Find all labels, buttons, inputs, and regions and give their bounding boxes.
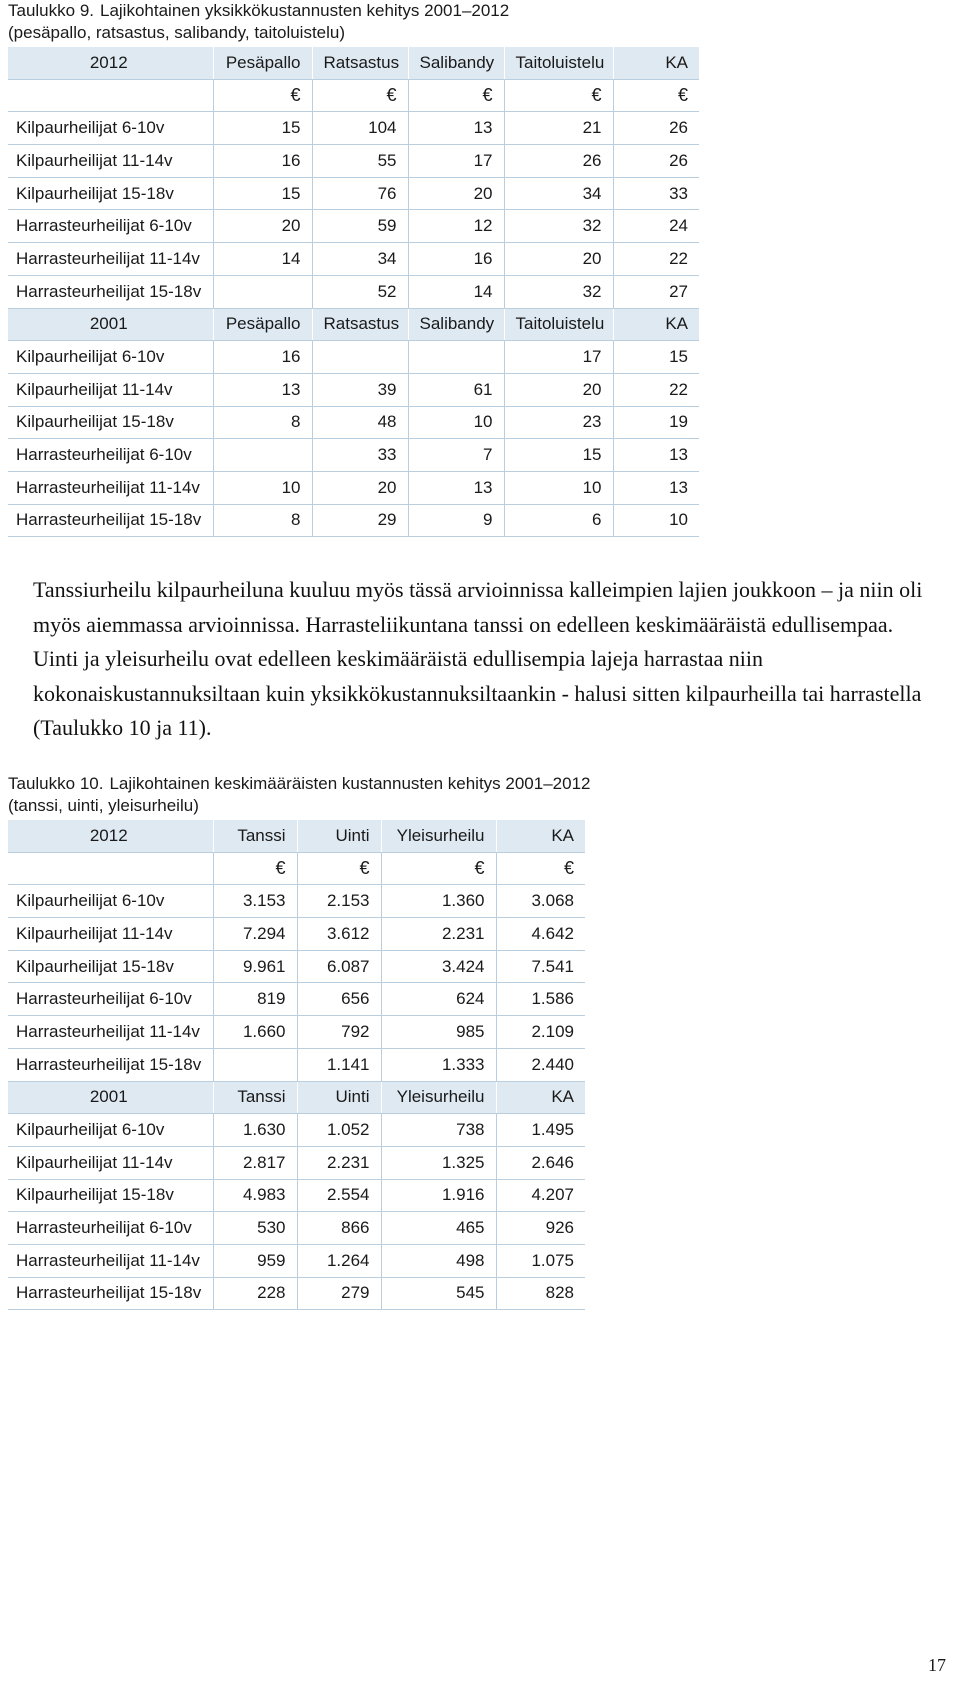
row-label: Harrasteurheilijat 15-18v: [8, 504, 213, 537]
table-cell: 22: [613, 373, 699, 406]
column-header: KA: [496, 1081, 585, 1114]
row-label: Harrasteurheilijat 11-14v: [8, 1244, 213, 1277]
table-cell: 29: [312, 504, 408, 537]
header-row-2012: [8, 47, 699, 79]
row-label: Kilpaurheilijat 15-18v: [8, 406, 213, 439]
table-cell: 2.440: [496, 1048, 585, 1081]
table-cell: 1.325: [381, 1146, 496, 1179]
table-row: [8, 1244, 585, 1277]
table-cell: 926: [496, 1212, 585, 1245]
table-cell: 17: [408, 145, 504, 178]
table-cell: 3.424: [381, 950, 496, 983]
column-header: KA: [613, 308, 699, 341]
column-header: Taitoluistelu: [504, 47, 613, 79]
table10: [8, 820, 585, 1310]
table-cell: 32: [504, 210, 613, 243]
table-cell: 16: [213, 145, 312, 178]
table-cell: 9: [408, 504, 504, 537]
table-row: [8, 918, 585, 951]
table-cell: 34: [312, 243, 408, 276]
currency-cell: €: [381, 852, 496, 885]
column-header-year: 2001: [8, 308, 213, 341]
column-header: KA: [613, 47, 699, 79]
table-cell: 15: [213, 112, 312, 145]
currency-row: [8, 79, 699, 112]
table-cell: 52: [312, 275, 408, 308]
row-label: Harrasteurheilijat 6-10v: [8, 439, 213, 472]
table-row: [8, 504, 699, 537]
table-row: [8, 1212, 585, 1245]
row-label: Harrasteurheilijat 11-14v: [8, 1016, 213, 1049]
table-row: [8, 1146, 585, 1179]
table-cell: 24: [613, 210, 699, 243]
row-label: Harrasteurheilijat 11-14v: [8, 243, 213, 276]
currency-cell: €: [504, 79, 613, 112]
row-label: [8, 852, 213, 885]
table-cell: 13: [408, 471, 504, 504]
header-row-2012: [8, 820, 585, 852]
table-cell: 828: [496, 1277, 585, 1310]
table-cell: [213, 275, 312, 308]
table-cell: 13: [213, 373, 312, 406]
table9-caption: [8, 0, 509, 44]
row-label: Kilpaurheilijat 6-10v: [8, 885, 213, 918]
table-cell: 21: [504, 112, 613, 145]
currency-cell: €: [613, 79, 699, 112]
table-cell: 1.630: [213, 1114, 297, 1147]
table-cell: 61: [408, 373, 504, 406]
table-cell: 228: [213, 1277, 297, 1310]
table-row: [8, 373, 699, 406]
table-cell: 7.541: [496, 950, 585, 983]
table-cell: 738: [381, 1114, 496, 1147]
table-cell: 819: [213, 983, 297, 1016]
table-cell: 2.231: [381, 918, 496, 951]
table-cell: 10: [613, 504, 699, 537]
column-header: Pesäpallo: [213, 308, 312, 341]
column-header: KA: [496, 820, 585, 852]
table-cell: 2.153: [297, 885, 381, 918]
column-header: Uinti: [297, 820, 381, 852]
currency-row: [8, 852, 585, 885]
table-cell: [312, 341, 408, 374]
table10-caption-subtitle: (tanssi, uinti, yleisurheilu): [8, 796, 199, 815]
table-cell: 4.207: [496, 1179, 585, 1212]
column-header: Salibandy: [408, 47, 504, 79]
table-cell: 9.961: [213, 950, 297, 983]
table-cell: 10: [408, 406, 504, 439]
table-cell: 792: [297, 1016, 381, 1049]
table-cell: 6: [504, 504, 613, 537]
table-cell: 55: [312, 145, 408, 178]
table-cell: 39: [312, 373, 408, 406]
table-cell: 959: [213, 1244, 297, 1277]
table-cell: 1.075: [496, 1244, 585, 1277]
table-cell: 4.642: [496, 918, 585, 951]
table-cell: [408, 341, 504, 374]
table-cell: 1.660: [213, 1016, 297, 1049]
currency-cell: €: [213, 852, 297, 885]
table-cell: 3.153: [213, 885, 297, 918]
table-row: [8, 439, 699, 472]
table-cell: 4.983: [213, 1179, 297, 1212]
column-header: Tanssi: [213, 820, 297, 852]
table-cell: 14: [213, 243, 312, 276]
table-cell: 13: [613, 439, 699, 472]
currency-cell: €: [312, 79, 408, 112]
table-cell: 76: [312, 177, 408, 210]
table-cell: 32: [504, 275, 613, 308]
row-label: Harrasteurheilijat 15-18v: [8, 1277, 213, 1310]
table-cell: 16: [408, 243, 504, 276]
table-row: [8, 275, 699, 308]
header-row-2001: [8, 1081, 585, 1114]
table-cell: 7: [408, 439, 504, 472]
table-cell: 59: [312, 210, 408, 243]
column-header: Ratsastus: [312, 47, 408, 79]
row-label: Kilpaurheilijat 11-14v: [8, 373, 213, 406]
table-cell: 33: [613, 177, 699, 210]
table-row: [8, 112, 699, 145]
row-label: Kilpaurheilijat 15-18v: [8, 950, 213, 983]
table-cell: 3.612: [297, 918, 381, 951]
table-row: [8, 1179, 585, 1212]
table-cell: 1.264: [297, 1244, 381, 1277]
table-cell: 26: [504, 145, 613, 178]
row-label: Harrasteurheilijat 6-10v: [8, 1212, 213, 1245]
row-label: Kilpaurheilijat 11-14v: [8, 918, 213, 951]
table-cell: 48: [312, 406, 408, 439]
table-cell: 12: [408, 210, 504, 243]
table-cell: 23: [504, 406, 613, 439]
table-cell: 34: [504, 177, 613, 210]
table-row: [8, 406, 699, 439]
table-cell: 866: [297, 1212, 381, 1245]
row-label: Harrasteurheilijat 15-18v: [8, 1048, 213, 1081]
table9-caption-title: Lajikohtainen yksikkökustannusten kehitys 2001–2012: [100, 1, 510, 20]
table-cell: 1.360: [381, 885, 496, 918]
table-cell: 1.586: [496, 983, 585, 1016]
table-cell: 10: [504, 471, 613, 504]
table-cell: 20: [312, 471, 408, 504]
table-row: [8, 1048, 585, 1081]
table-cell: 26: [613, 112, 699, 145]
table-cell: 19: [613, 406, 699, 439]
currency-cell: €: [496, 852, 585, 885]
table-cell: 1.052: [297, 1114, 381, 1147]
column-header: Yleisurheilu: [381, 1081, 496, 1114]
table-cell: 985: [381, 1016, 496, 1049]
page-number: 17: [928, 1655, 946, 1675]
currency-cell: €: [213, 79, 312, 112]
column-header-year: 2001: [8, 1081, 213, 1114]
table-cell: [213, 1048, 297, 1081]
table-cell: 104: [312, 112, 408, 145]
column-header: Taitoluistelu: [504, 308, 613, 341]
table-cell: 33: [312, 439, 408, 472]
table-cell: 16: [213, 341, 312, 374]
header-row-2001: [8, 308, 699, 341]
table-cell: 13: [613, 471, 699, 504]
table-cell: 2.554: [297, 1179, 381, 1212]
table9-caption-number: Taulukko 9.: [8, 1, 94, 20]
table-cell: 656: [297, 983, 381, 1016]
row-label: Kilpaurheilijat 11-14v: [8, 1146, 213, 1179]
column-header: Tanssi: [213, 1081, 297, 1114]
column-header-year: 2012: [8, 820, 213, 852]
table-row: [8, 243, 699, 276]
table-cell: 1.141: [297, 1048, 381, 1081]
row-label: Kilpaurheilijat 15-18v: [8, 1179, 213, 1212]
table-cell: 8: [213, 406, 312, 439]
table-cell: 15: [613, 341, 699, 374]
column-header-year: 2012: [8, 47, 213, 79]
table-cell: 2.231: [297, 1146, 381, 1179]
table-cell: 6.087: [297, 950, 381, 983]
table-cell: 7.294: [213, 918, 297, 951]
table-row: [8, 885, 585, 918]
table-cell: [213, 439, 312, 472]
table-cell: 20: [213, 210, 312, 243]
column-header: Ratsastus: [312, 308, 408, 341]
body-paragraph: Tanssiurheilu kilpaurheiluna kuuluu myös tässä arvioinnissa kalleimpien lajien joukkoon – ja niin oli myös aiemmassa arvioinnissa. Harrasteliikuntana tanssi on edelleen keskimääräistä edullisempaa. Uinti ja yleisurheilu ovat edelleen keskimääräistä edullisempia lajeja harrastaa niin kokonaiskustannuksiltaan kuin yksikkökustannuksiltaankin - halusi sitten kilpaurheilla tai harrastella (Taulukko 10 ja 11).: [33, 577, 923, 741]
row-label: Kilpaurheilijat 15-18v: [8, 177, 213, 210]
table10-body: [8, 820, 585, 1310]
table-cell: 465: [381, 1212, 496, 1245]
table10-caption-number: Taulukko 10.: [8, 774, 104, 793]
table-row: [8, 145, 699, 178]
table-row: [8, 1114, 585, 1147]
column-header: Yleisurheilu: [381, 820, 496, 852]
table-row: [8, 1277, 585, 1310]
table10-caption: [8, 773, 591, 817]
table-cell: 13: [408, 112, 504, 145]
table10-caption-title: Lajikohtainen keskimääräisten kustannusten kehitys 2001–2012: [109, 774, 591, 793]
table-row: [8, 983, 585, 1016]
table-cell: 498: [381, 1244, 496, 1277]
table-row: [8, 341, 699, 374]
table-cell: 624: [381, 983, 496, 1016]
table9: [8, 47, 699, 537]
currency-cell: €: [408, 79, 504, 112]
table-cell: 2.817: [213, 1146, 297, 1179]
row-label: Harrasteurheilijat 11-14v: [8, 471, 213, 504]
table-row: [8, 210, 699, 243]
row-label: Harrasteurheilijat 15-18v: [8, 275, 213, 308]
table-cell: 20: [504, 243, 613, 276]
row-label: Kilpaurheilijat 6-10v: [8, 341, 213, 374]
table-cell: 15: [213, 177, 312, 210]
table-cell: 10: [213, 471, 312, 504]
table9-caption-subtitle: (pesäpallo, ratsastus, salibandy, taitoluistelu): [8, 23, 346, 42]
table-cell: 20: [504, 373, 613, 406]
row-label: Kilpaurheilijat 6-10v: [8, 112, 213, 145]
table-cell: 14: [408, 275, 504, 308]
row-label: Kilpaurheilijat 11-14v: [8, 145, 213, 178]
column-header: Salibandy: [408, 308, 504, 341]
table-cell: 530: [213, 1212, 297, 1245]
table-cell: 2.646: [496, 1146, 585, 1179]
table-cell: 26: [613, 145, 699, 178]
table-cell: 1.495: [496, 1114, 585, 1147]
table-cell: 22: [613, 243, 699, 276]
table-cell: 15: [504, 439, 613, 472]
table-cell: 1.916: [381, 1179, 496, 1212]
column-header: Pesäpallo: [213, 47, 312, 79]
currency-cell: €: [297, 852, 381, 885]
row-label: Kilpaurheilijat 6-10v: [8, 1114, 213, 1147]
table-row: [8, 177, 699, 210]
table-cell: 279: [297, 1277, 381, 1310]
row-label: Harrasteurheilijat 6-10v: [8, 983, 213, 1016]
table-cell: 2.109: [496, 1016, 585, 1049]
row-label: [8, 79, 213, 112]
table-cell: 545: [381, 1277, 496, 1310]
table-row: [8, 471, 699, 504]
table-cell: 3.068: [496, 885, 585, 918]
table-cell: 17: [504, 341, 613, 374]
table9-body: [8, 47, 699, 537]
table-cell: 8: [213, 504, 312, 537]
table-cell: 1.333: [381, 1048, 496, 1081]
table-cell: 20: [408, 177, 504, 210]
column-header: Uinti: [297, 1081, 381, 1114]
table-cell: 27: [613, 275, 699, 308]
row-label: Harrasteurheilijat 6-10v: [8, 210, 213, 243]
table-row: [8, 1016, 585, 1049]
table-row: [8, 950, 585, 983]
